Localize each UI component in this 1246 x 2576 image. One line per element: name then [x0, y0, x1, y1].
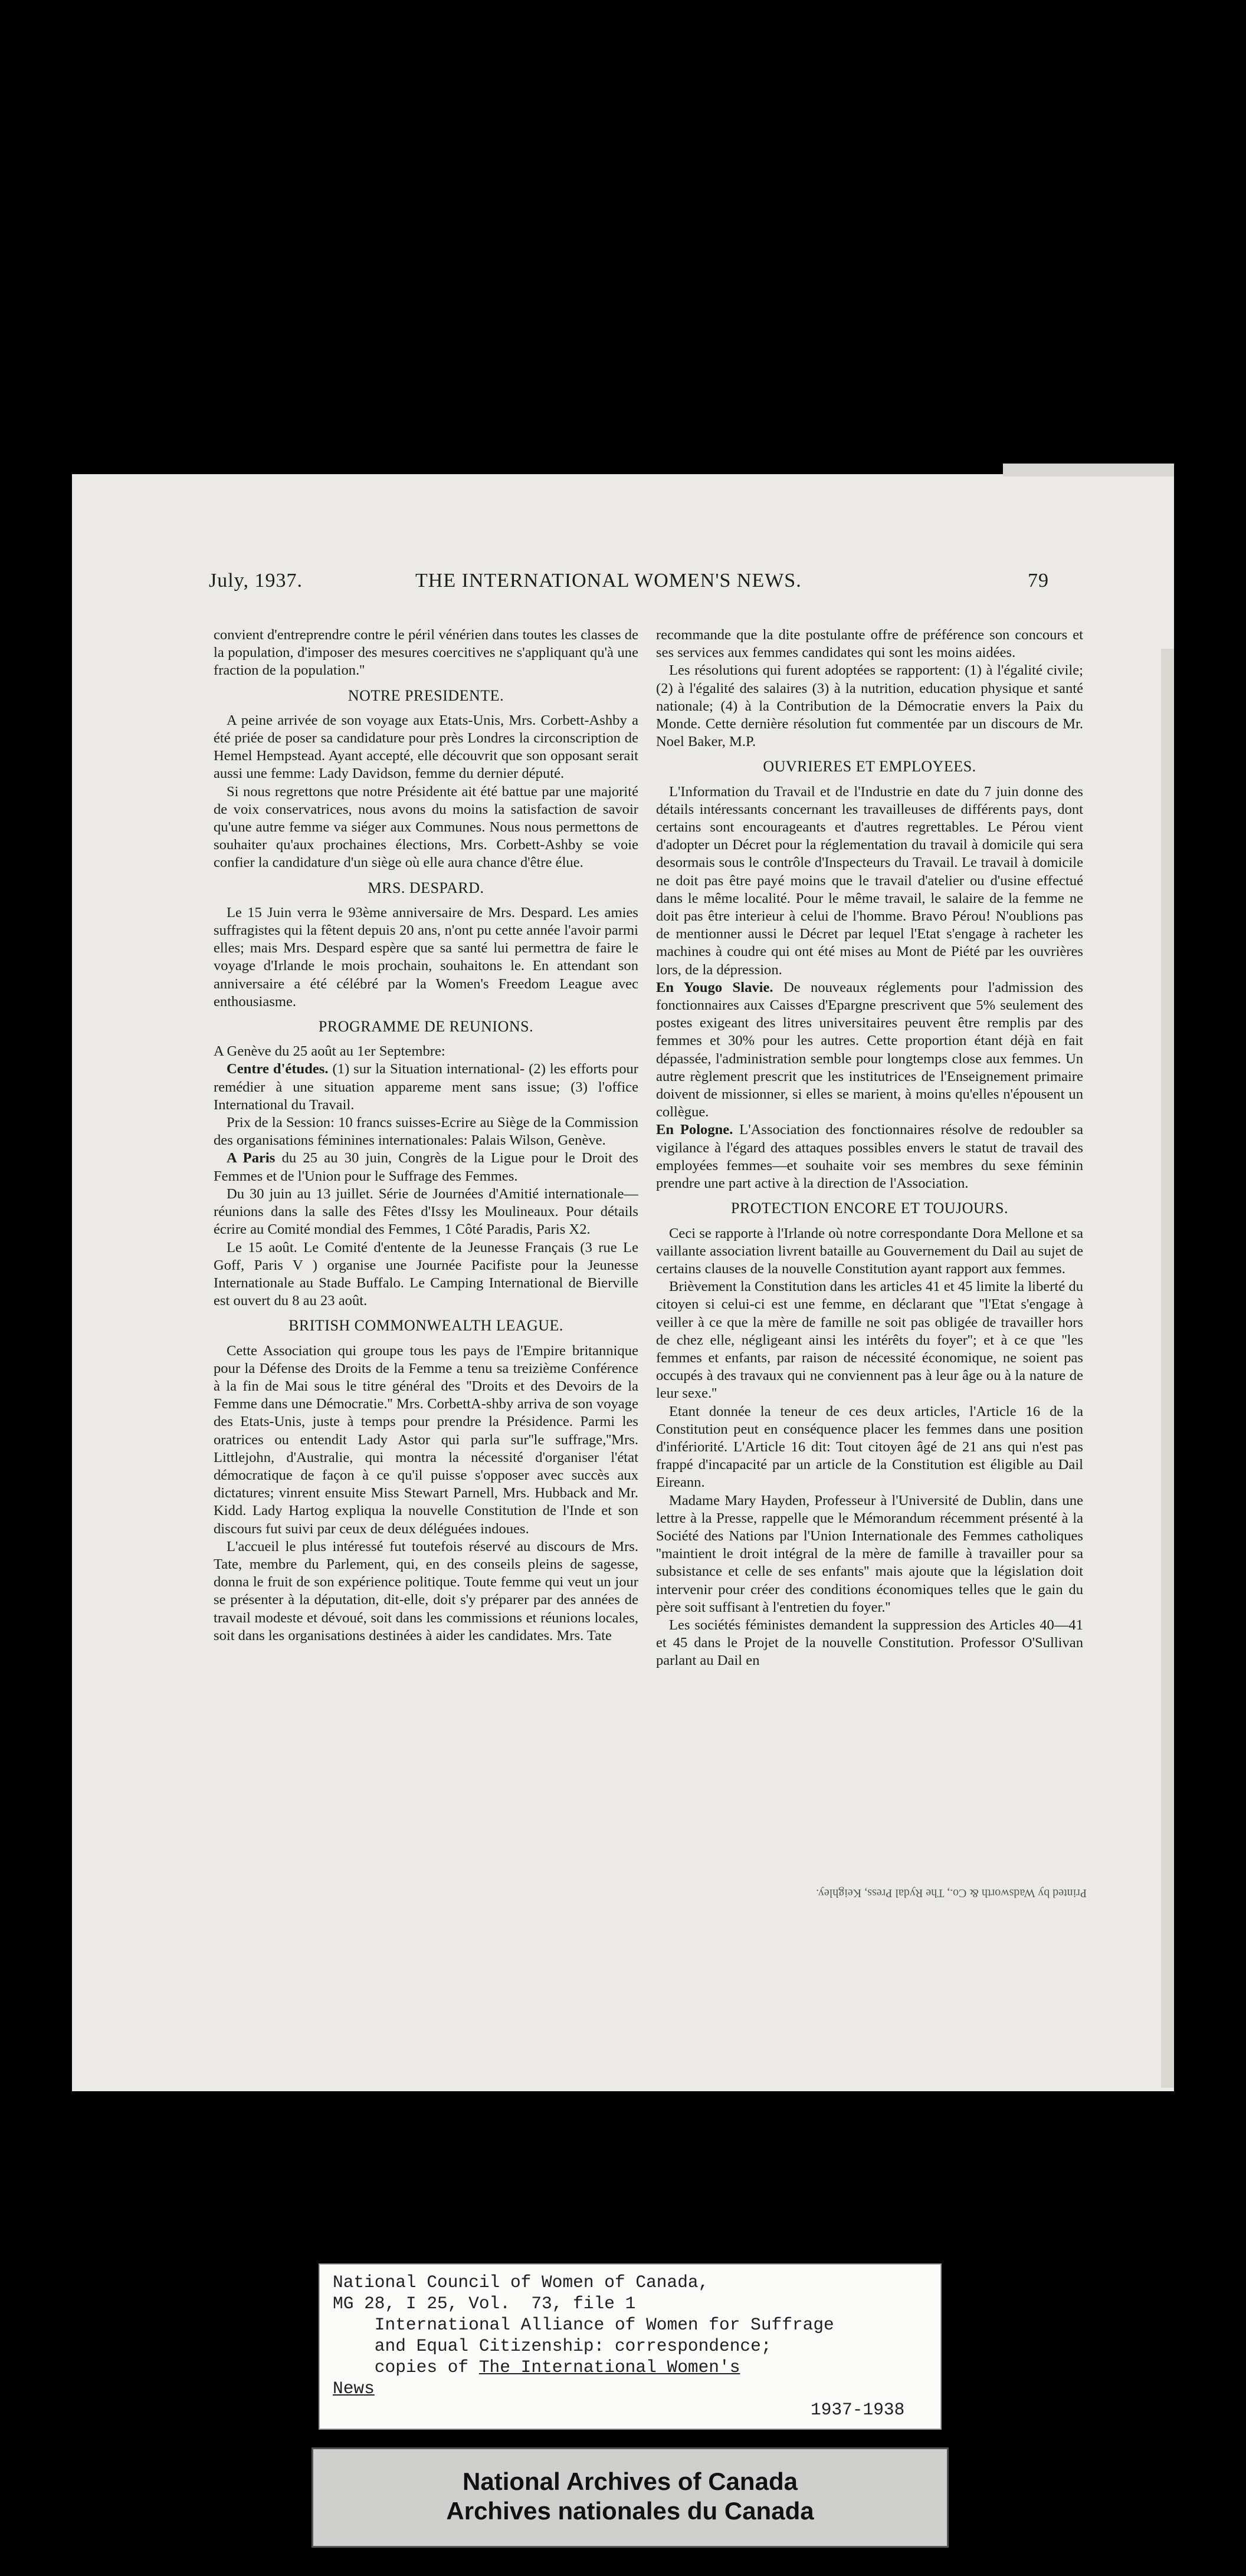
paragraph: Les résolutions qui furent adoptées se rapportent: (1) à l'égalité civile; (2) à l'égalité des salaires (3) à la nutrition, education physique et santé nationale; (4) à la Contribution de la Démocratie envers la Paix du Monde. Cette dernière résolution fut commentée par un discours de Mr. Noel Baker, M.P.: [656, 662, 1083, 750]
issue-date: July, 1937.: [209, 570, 303, 592]
citation-line: and Equal Citizenship: correspondence;: [333, 2336, 772, 2356]
section-heading: MRS. DESPARD.: [368, 879, 484, 896]
section-heading: PROGRAMME DE REUNIONS.: [318, 1018, 534, 1036]
paragraph: Le 15 août. Le Comité d'entente de la Jeunesse Français (3 rue Le Goff, Paris V ) organise une Journée Pacifiste pour la Jeunesse Internationale au Stade Buffalo. Le Camping International de Bierville est ouvert du 8 au 23 août.: [214, 1239, 638, 1309]
page-number: 79: [1028, 570, 1049, 592]
paragraph: Le 15 Juin verra le 93ème anniversaire de Mrs. Despard. Les amies suffragistes qui la fêtent depuis 20 ans, n'ont pu cette année l'avoir parmi elles; mais Mrs. Despard espère que sa santé lui permettra de faire le voyage d'Irlande le mois prochain, souhaitons le. En attendant son anniversaire a été célébré par la Women's Freedom League avec enthousiasme.: [214, 904, 638, 1010]
paragraph: Prix de la Session: 10 francs suisses-Ecrire au Siège de la Commission des organisations féminines internationales: Palais Wilson, Genève.: [214, 1115, 638, 1149]
paragraph-text: (1) sur la Situation international- (2) les efforts pour remédier à une situation appareme ment sans issue; (3) l'office International du Travail.: [214, 1061, 638, 1113]
paragraph-lead: En Yougo Slavie.: [656, 979, 773, 995]
paragraph: Brièvement la Constitution dans les articles 41 et 45 limite la liberté du citoyen si celui-ci est une femme, en déclarant que ''l'Etat s'engage à veiller à ce que la mère de famille ne soit pas obligée de travailler hors de chez elle, négligeant ainsi les intérêts du foyer''; et à ce que ''les femmes et enfants, par raison de nécessité économique, ne soient pas occupés à des travaux qui ne conviennent pas à leur âge ou à la nature de leur sexe.'': [656, 1279, 1083, 1402]
archives-name-french: Archives nationales du Canada: [446, 2497, 814, 2525]
citation-title: News: [333, 2378, 375, 2398]
section-heading: PROTECTION ENCORE ET TOUJOURS.: [730, 1200, 1009, 1217]
archival-citation-label: [319, 2263, 942, 2430]
paragraph: Ceci se rapporte à l'Irlande où notre correspondante Dora Mellone et sa vaillante association livrent bataille au Gouvernement du Dail au sujet de certains clauses de la nouvelle Constitution ayant rapport aux femmes.: [656, 1225, 1083, 1277]
paragraph: A peine arrivée de son voyage aux Etats-Unis, Mrs. Corbett-Ashby a été priée de poser sa candidature pour près Londres la circonscription de Hemel Hempstead. Ayant accepté, elle découvrit que son opposant serait aussi une femme: Lady Davidson, femme du dernier député.: [214, 712, 638, 782]
section-heading: BRITISH COMMONWEALTH LEAGUE.: [288, 1317, 563, 1335]
paragraph-text: du 25 au 30 juin, Congrès de la Ligue pour le Droit des Femmes et de l'Union pour le Suffrage des Femmes.: [214, 1150, 638, 1184]
archives-name-english: National Archives of Canada: [463, 2467, 798, 2495]
paragraph: A Genève du 25 août au 1er Septembre:: [214, 1043, 445, 1060]
citation-line: [333, 2357, 940, 2378]
left-column: [214, 626, 638, 1776]
paragraph: recommande que la dite postulante offre de préférence son concours et ses services aux femmes candidates qui sont les moins aidées.: [656, 627, 1083, 661]
paragraph: Les sociétés féministes demandent la suppression des Articles 40—41 et 45 dans le Projet de la nouvelle Constitution. Professor O'Sullivan parlant au Dail en: [656, 1616, 1083, 1669]
paragraph-lead: Centre d'études.: [227, 1061, 329, 1077]
paragraph-lead: En Pologne.: [656, 1122, 733, 1138]
citation-line: MG 28, I 25, Vol. 73, file 1: [333, 2294, 636, 2314]
paragraph: Cette Association qui groupe tous les pays de l'Empire britannique pour la Défense des Droits de la Femme a tenu sa treizième Conférence à la fin de Mai sous le titre général des ''Droits et des Devoirs de la Femme dans une Démocratie.'' Mrs. CorbettA-shby arriva de son voyage des Etats-Unis, juste à temps pour prendre la Présidence. Parmi les oratrices ou entendit Lady Astor qui parla sur''le suffrage,''Mrs. Littlejohn, d'Australie, qui montra la nécessité d'organiser l'état démocratique de façon à ce qu'il puisse s'opposer avec succès aux dictatures; vinrent ensuite Miss Stewart Parnell, Mrs. Hubback and Mr. Kidd. Lady Hartog expliqua la nouvelle Constitution de l'Inde et son discours fut suivi par ceux de deux déléguées indoues.: [214, 1342, 638, 1537]
page-edge-top: [1003, 464, 1174, 477]
paragraph: L'accueil le plus intéressé fut toutefois réservé au discours de Mrs. Tate, membre du Parlement, qui, en des conseils pleins de sagesse, donna le fruit de son expérience politique. Toute femme qui veut un jour se présenter à la députation, dit-elle, doit s'y préparer par des années de travail modeste et dévoué, soit dans les commissions et réunions locales, soit dans les organisations destinées à aider les candidates. Mrs. Tate: [214, 1538, 638, 1644]
paragraph: Etant donnée la teneur de ces deux articles, l'Article 16 de la Constitution peut en conséquence placer les femmes dans une position d'infériorité. L'Article 16 dit: Tout citoyen âgé de 21 ans qui n'est pas frappé d'incapacité par un article de la Constitution est éligible au Dail Eireann.: [656, 1403, 1083, 1491]
citation-line: International Alliance of Women for Suffrage: [333, 2315, 834, 2335]
page-edge-right: [1161, 649, 1174, 2088]
citation-line: National Council of Women of Canada,: [333, 2272, 709, 2292]
paragraph: convient d'entreprendre contre le péril vénérien dans toutes les classes de la population, d'imposer des mesures coercitives ne s'appliquant qu'à une fraction de la population.'': [214, 627, 638, 679]
citation-line: [333, 2378, 940, 2399]
paragraph-text: De nouveaux réglements pour l'admission des fonctionnaires aux Caisses d'Epargne prescrivent que 5% seulement des postes exigeant des litres universitaires peuvent être remplis par des femmes et 30% pour les autres. Cette proportion étant déjà en fait dépassée, l'administration semble pour longtemps close aux femmes. Un autre règlement prescrit que les institutrices de l'Enseignement primaire doivent de missionner, si elles se marient, à moins qu'elles n'épousent un collègue.: [656, 979, 1083, 1121]
paragraph: [656, 1121, 1083, 1192]
paragraph: Madame Mary Hayden, Professeur à l'Université de Dublin, dans une lettre à la Presse, rappelle que le Mémorandum récemment présenté à la Société des Nations par l'Union Internationale des Femmes catholiques ''maintient le droit intégral de la mère de famille à travailler pour sa subsistance et celle de ses enfants'' mais ajoute que la législation doit intervenir pour créer des conditions économiques telles que le gain du père soit suffisant à l'entretien du foyer.'': [656, 1492, 1083, 1615]
section-heading: NOTRE PRESIDENTE.: [347, 686, 504, 704]
citation-text: copies of: [333, 2357, 479, 2377]
right-column: [656, 626, 1083, 1776]
printer-imprint: Printed by Wadsworth & Co., The Rydal Press, Keighley.: [816, 1887, 1087, 1900]
paragraph-lead: A Paris: [227, 1150, 276, 1167]
running-head: [136, 570, 1086, 599]
paragraph: [214, 1060, 638, 1114]
paragraph: Si nous regrettons que notre Présidente ait été battue par une majorité de voix conservatrices, nous avons du moins la satisfaction de savoir qu'une autre femme va siéger aux Communes. Nous nous permettons de souhaiter qu'aux prochaines élections, Mrs. Corbett-Ashby se voie confier la candidature d'un siège où elle aura chance d'être élue.: [214, 783, 638, 871]
citation-title: The International Women's: [478, 2357, 740, 2377]
paragraph: L'Information du Travail et de l'Industrie en date du 7 juin donne des détails intéressants concernant les travailleuses de différents pays, dont certains sont encourageants et d'autres regrettables. Le Pérou vient d'adopter un Décret pour la réglementation du travail à domicile qui sera desormais sous le contrôle d'Inspecteurs du Travail. Le travail à domicile ne doit pas être payé moins que le travail d'atelier ou d'usine effectué dans le même localité. Pour le même travail, le salaire de la femme ne doit pas être interieur à celui de l'homme. Bravo Pérou! N'oublions pas de mentionner aussi le Décret par lequel l'Etat s'engage à racheter les machines à coudre qui ont été mises au Mont de Piété par les ouvrières lors, de la dépression.: [656, 783, 1083, 978]
section-heading: OUVRIERES ET EMPLOYEES.: [763, 758, 976, 776]
paragraph: [656, 979, 1083, 1122]
publication-title: THE INTERNATIONAL WOMEN'S NEWS.: [415, 570, 802, 592]
paragraph-text: L'Association des fonctionnaires résolve de redoubler sa vigilance à l'égard des attaques possibles envers le statut de travail des employées femmes—et souhaite voir ses membres du sexe féminin prendre une part active à la direction de l'Association.: [656, 1122, 1083, 1192]
paragraph: [214, 1149, 638, 1185]
archives-label: [312, 2447, 949, 2548]
citation-years: 1937-1938: [811, 2400, 905, 2420]
paragraph: Du 30 juin au 13 juillet. Série de Journées d'Amitié internationale—réunions dans la salle des Fêtes d'Issy les Moulineaux. Pour détails écrire au Comité mondial des Femmes, 1 Côté Paradis, Paris X2.: [214, 1185, 638, 1238]
